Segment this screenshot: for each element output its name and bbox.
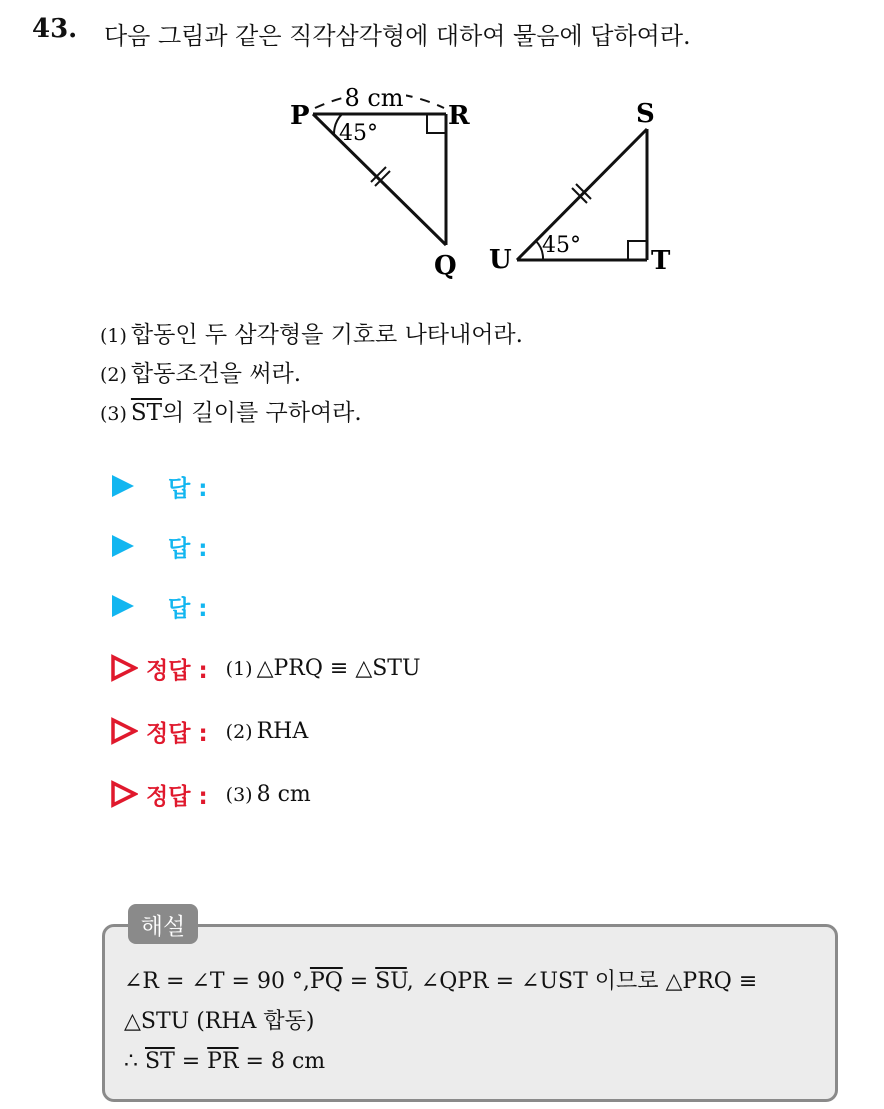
play-arrow-icon bbox=[110, 533, 136, 559]
subquestion-number: (3) bbox=[100, 403, 127, 425]
expl-part: ∴ bbox=[124, 1049, 145, 1074]
correct-value bbox=[226, 782, 311, 807]
correct-label: 정답 : bbox=[146, 783, 208, 810]
triangle-prq bbox=[313, 114, 446, 245]
subquestion-3 bbox=[100, 394, 523, 433]
answer-number: (1) bbox=[225, 657, 253, 680]
subquestion-1 bbox=[100, 316, 523, 355]
answer-text: △PRQ ≡ △STU bbox=[256, 655, 421, 681]
answer-number: (2) bbox=[225, 720, 253, 743]
subquestion-number: (2) bbox=[100, 364, 127, 386]
angle-label-p: 45° bbox=[339, 121, 378, 146]
answer-label: 답 : bbox=[168, 535, 208, 562]
overline-segment: $\overline{PQ}$ bbox=[309, 969, 343, 994]
angle-label-u: 45° bbox=[542, 233, 581, 258]
correct-label: 정답 : bbox=[146, 720, 208, 747]
answer-blank-1 bbox=[110, 469, 207, 503]
vertex-q: Q bbox=[434, 251, 457, 281]
expl-part: = bbox=[174, 1049, 208, 1074]
play-arrow-icon bbox=[110, 473, 136, 499]
answer-label: 답 : bbox=[168, 595, 208, 622]
subquestion-text: 합동인 두 삼각형을 기호로 나타내어라. bbox=[130, 322, 523, 348]
explanation-tag: 해설 bbox=[128, 904, 198, 944]
outline-arrow-icon bbox=[110, 717, 138, 745]
overline-segment: $\overline{ST}$ bbox=[130, 400, 163, 426]
expl-part: , ∠QPR = ∠UST 이므로 △PRQ ≡ bbox=[406, 969, 758, 994]
correct-answer-3 bbox=[110, 777, 311, 811]
expl-part: = 8 cm bbox=[238, 1049, 326, 1074]
answer-blank-2 bbox=[110, 529, 207, 563]
explanation-line-1 bbox=[124, 962, 824, 1002]
subquestion-number: (1) bbox=[100, 325, 127, 347]
answer-number: (3) bbox=[225, 783, 253, 806]
subquestion-list bbox=[100, 316, 523, 433]
explanation-text bbox=[124, 962, 824, 1082]
vertex-u: U bbox=[489, 245, 512, 275]
correct-answer-2 bbox=[110, 714, 308, 748]
explanation-line-2: △STU (RHA 합동) bbox=[124, 1009, 315, 1034]
answer-text: RHA bbox=[256, 718, 309, 744]
vertex-r: R bbox=[448, 101, 470, 131]
play-arrow-icon bbox=[110, 593, 136, 619]
triangle-figure bbox=[280, 82, 700, 292]
vertex-t: T bbox=[651, 246, 671, 276]
expl-part: ∠R = ∠T = 90 °, bbox=[124, 969, 310, 994]
triangle-stu bbox=[517, 129, 647, 260]
overline-segment: $\overline{PR}$ bbox=[207, 1049, 239, 1074]
overline-segment: $\overline{SU}$ bbox=[375, 969, 407, 994]
subquestion-2 bbox=[100, 355, 523, 394]
side-length-label: 8 cm bbox=[344, 84, 404, 112]
correct-label: 정답 : bbox=[146, 657, 208, 684]
question-text: 다음 그림과 같은 직각삼각형에 대하여 물음에 답하여라. bbox=[104, 22, 691, 50]
question-number: 43. bbox=[32, 14, 78, 44]
subquestion-text: 합동조건을 써라. bbox=[130, 361, 302, 387]
answer-blank-3 bbox=[110, 589, 207, 623]
outline-arrow-icon bbox=[110, 780, 138, 808]
subquestion-text: 의 길이를 구하여라. bbox=[162, 400, 362, 426]
expl-part: = bbox=[342, 969, 376, 994]
vertex-p: P bbox=[290, 101, 310, 131]
answer-label: 답 : bbox=[168, 475, 208, 502]
overline-segment: $\overline{ST}$ bbox=[145, 1049, 175, 1074]
correct-value bbox=[226, 656, 421, 681]
answer-text: 8 cm bbox=[256, 781, 311, 807]
correct-answer-1 bbox=[110, 651, 421, 685]
correct-value bbox=[226, 719, 309, 744]
explanation-line-3 bbox=[124, 1042, 824, 1082]
vertex-s: S bbox=[636, 99, 655, 129]
outline-arrow-icon bbox=[110, 654, 138, 682]
